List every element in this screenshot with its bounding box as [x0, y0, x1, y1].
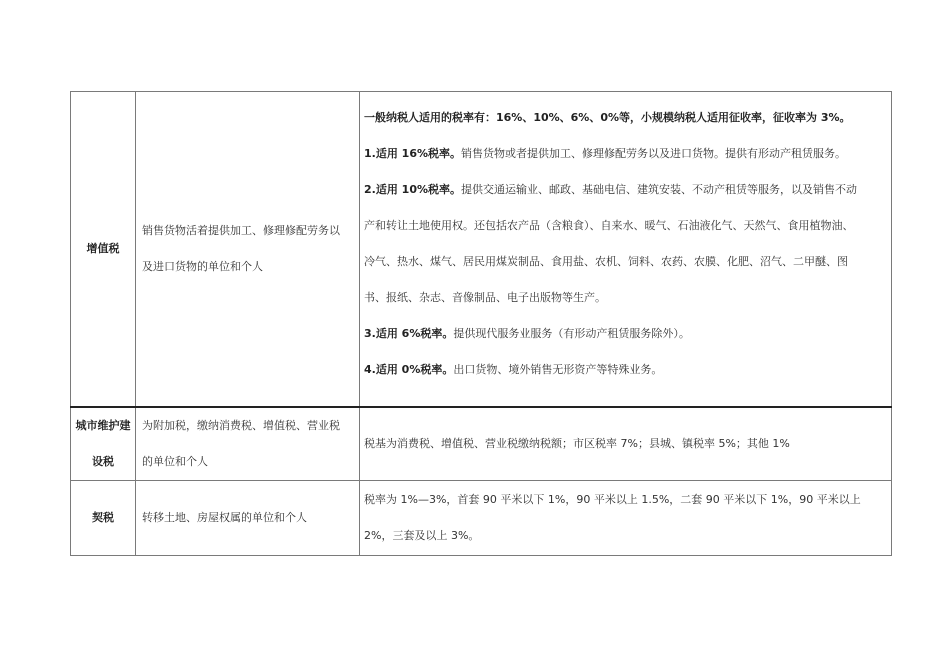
scope-cell [136, 407, 360, 481]
rate-item-head: 1.适用 16%税率。 [364, 147, 461, 160]
rate-item-text: 销售货物或者提供加工、修理修配劳务以及进口货物。提供有形动产租赁服务。 [461, 147, 846, 160]
table-row-vat [71, 92, 892, 408]
tax-table [70, 91, 892, 556]
rate-text: 税基为消费税、增值税、营业税缴纳税额；市区税率 7%；县城、镇税率 5%；其他 1% [364, 437, 790, 450]
rate-item-head: 2.适用 10%税率。 [364, 183, 461, 196]
tax-name-cell [71, 481, 136, 556]
rate-item-text: 提供现代服务业服务（有形动产租赁服务除外）。 [453, 327, 690, 340]
tax-name: 契税 [92, 511, 114, 524]
scope-cell [136, 92, 360, 408]
rate-item-text: 出口货物、境外销售无形资产等特殊业务。 [453, 363, 663, 376]
tax-name-cell [71, 92, 136, 408]
rate-intro-text: 一般纳税人适用的税率有：16%、10%、6%、0%等，小规模纳税人适用征收率，征收率为 3%。 [364, 111, 851, 124]
scope-text: 转移土地、房屋权属的单位和个人 [142, 511, 307, 524]
table-row-deed-tax [71, 481, 892, 556]
rate-line: 2%，三套及以上 3%。 [364, 529, 480, 542]
rate-item-text: 提供交通运输业、邮政、基础电信、建筑安装、不动产租赁等服务，以及销售不动 [461, 183, 857, 196]
rate-item-text-line: 书、报纸、杂志、音像制品、电子出版物等生产。 [364, 291, 606, 304]
rate-cell [360, 92, 892, 408]
tax-name-cell [71, 407, 136, 481]
rate-cell [360, 407, 892, 481]
rate-item-head: 4.适用 0%税率。 [364, 363, 454, 376]
rate-intro [364, 100, 891, 136]
rate-item-2 [364, 172, 891, 208]
tax-name-line: 城市维护建 [75, 419, 131, 432]
rate-item-text-line: 冷气、热水、煤气、居民用煤炭制品、食用盐、农机、饲料、农药、农膜、化肥、沼气、二甲醚、图 [364, 255, 848, 268]
scope-line: 销售货物活着提供加工、修理修配劳务以 [142, 224, 340, 237]
tax-name-line: 设税 [92, 455, 114, 468]
rate-item-text-line: 产和转让土地使用权。还包括农产品（含粮食）、自来水、暖气、石油液化气、天然气、食用植物油、 [364, 219, 854, 232]
scope-line: 的单位和个人 [142, 455, 208, 468]
scope-line: 及进口货物的单位和个人 [142, 260, 263, 273]
tax-name [76, 408, 131, 480]
rate-item-1 [364, 136, 891, 172]
scope-line: 为附加税，缴纳消费税、增值税、营业税 [142, 419, 340, 432]
rate-item-3 [364, 316, 891, 352]
rate-item-4 [364, 352, 891, 388]
tax-name: 增值税 [86, 242, 120, 255]
rate-line: 税率为 1%—3%，首套 90 平米以下 1%，90 平米以上 1.5%，二套 90 平米以下 1%，90 平米以上 [364, 493, 861, 506]
table-row-urban-maintenance [71, 407, 892, 481]
scope-cell [136, 481, 360, 556]
rate-item-head: 3.适用 6%税率。 [364, 327, 454, 340]
rate-cell [360, 481, 892, 556]
